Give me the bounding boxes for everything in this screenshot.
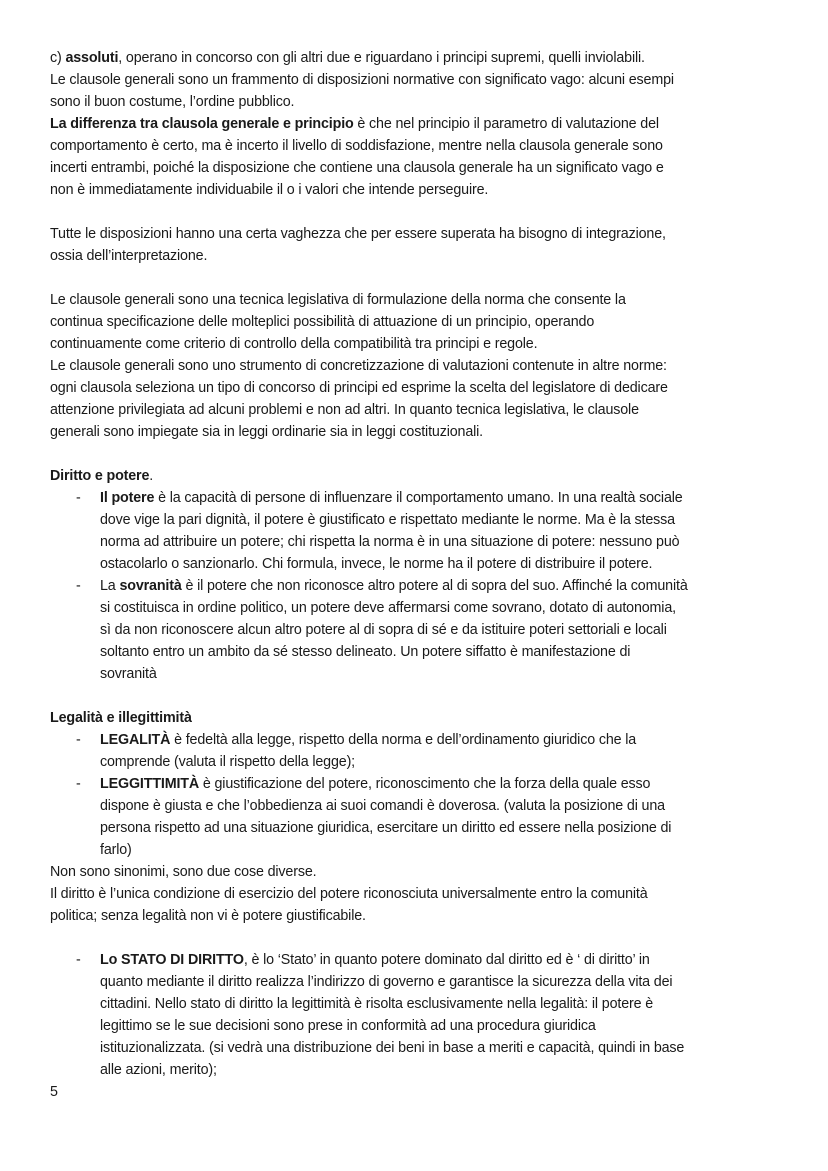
- text-segment: soltanto entro un ambito da sé stesso delineato. Un potere siffatto è manifestazione di: [100, 644, 631, 660]
- text-line: [50, 289, 626, 311]
- text-line: [50, 47, 645, 69]
- text-line: [50, 245, 207, 267]
- text-segment: generali sono impiegate sia in leggi ordinarie sia in leggi costituzionali.: [50, 424, 484, 440]
- bold-term: LEGALITÀ: [100, 732, 171, 748]
- bold-term: assoluti: [65, 50, 119, 66]
- text-line: [50, 861, 316, 883]
- text-line: [50, 311, 594, 333]
- page-number: [50, 1081, 58, 1103]
- text-line: [50, 399, 639, 421]
- text-segment: continuamente come criterio di controllo della compatibilità tra principi e regole.: [50, 336, 538, 352]
- text-segment: è il potere che non riconosce altro potere al di sopra del suo. Affinché la comunità: [181, 578, 688, 594]
- text-segment: .: [149, 468, 154, 484]
- text-line: [50, 135, 663, 157]
- text-line: [100, 641, 630, 663]
- text-segment: , operano in concorso con gli altri due e riguardano i principi supremi, quelli inviolabili.: [118, 50, 645, 66]
- text-segment: legittimo se le sue decisioni sono prese in conformità ad una procedura giuridica: [100, 1018, 596, 1034]
- bullet-dash: -: [76, 578, 81, 594]
- text-segment: è la capacità di persone di influenzare il comportamento umano. In una realtà sociale: [154, 490, 683, 506]
- text-segment: è fedeltà alla legge, rispetto della norma e dell’ordinamento giuridico che la: [170, 732, 637, 748]
- text-line: [50, 465, 153, 487]
- text-segment: , è lo ‘Stato’ in quanto potere dominato dal diritto ed è ‘ di diritto’ in: [243, 952, 650, 968]
- bullet-dash: -: [76, 952, 81, 968]
- text-segment: persona rispetto ad una situazione giuridica, esercitare un diritto ed essere nella posizione di: [100, 820, 672, 836]
- text-segment: è che nel principio il parametro di valutazione del: [353, 116, 659, 132]
- text-segment: ostacolarlo o sanzionarlo. Chi formula, invece, le norme ha il potere di distribuire il potere.: [100, 556, 653, 572]
- text-segment: Le clausole generali sono una tecnica legislativa di formulazione della norma che consente la: [50, 292, 626, 308]
- text-segment: farlo): [100, 842, 132, 858]
- text-line: [50, 905, 366, 927]
- text-line: [100, 1037, 684, 1059]
- list-item-line: [76, 729, 637, 751]
- text-line: [100, 531, 679, 553]
- text-segment: quanto mediante il diritto realizza l’indirizzo di governo e garantisce la sicurezza della vita dei: [100, 974, 673, 990]
- text-segment: sovranità: [100, 666, 157, 682]
- bold-term: Lo STATO DI DIRITTO: [100, 952, 244, 968]
- text-segment: continua specificazione delle molteplici possibilità di attuazione di un principio, operando: [50, 314, 595, 330]
- text-segment: 5: [50, 1084, 58, 1100]
- bold-term: LEGGITTIMITÀ: [100, 776, 200, 792]
- bold-term: sovranità: [119, 578, 182, 594]
- text-segment: non è immediatamente individuabile il o i valori che intende perseguire.: [50, 182, 489, 198]
- text-segment: sì da non riconoscere alcun altro potere al di sopra di sé e da istituire poteri settoriali e locali: [100, 622, 667, 638]
- text-line: [50, 223, 666, 245]
- text-line: [50, 179, 488, 201]
- list-item-line: [76, 773, 651, 795]
- text-segment: dispone è giusta e che l’obbedienza ai suoi comandi è doverosa. (valuta la posizione di una: [100, 798, 665, 814]
- bullet-dash: -: [76, 490, 81, 506]
- text-line: [100, 619, 667, 641]
- text-segment: Le clausole generali sono uno strumento di concretizzazione di valutazioni contenute in altre norme:: [50, 358, 667, 374]
- text-line: [100, 1059, 217, 1081]
- text-segment: alle azioni, merito);: [100, 1062, 217, 1078]
- bold-term: La differenza tra clausola generale e principio: [50, 116, 354, 132]
- text-line: [50, 377, 668, 399]
- text-segment: norma ad attribuire un potere; chi rispetta la norma è in una situazione di potere: nessuno può: [100, 534, 680, 550]
- text-line: [50, 707, 192, 729]
- text-line: [50, 883, 648, 905]
- text-segment: comportamento è certo, ma è incerto il livello di soddisfazione, mentre nella clausola generale sono: [50, 138, 663, 154]
- text-segment: è giustificazione del potere, riconoscimento che la forza della quale esso: [199, 776, 651, 792]
- text-segment: cittadini. Nello stato di diritto la legittimità è risolta esclusivamente nella legalità: il potere è: [100, 996, 654, 1012]
- text-line: [100, 839, 132, 861]
- bold-term: Diritto e potere: [50, 468, 150, 484]
- text-segment: istituzionalizzata. (si vedrà una distribuzione dei beni in base a meriti e capacità, quindi in base: [100, 1040, 685, 1056]
- text-segment: La: [100, 578, 120, 594]
- text-segment: ossia dell’interpretazione.: [50, 248, 208, 264]
- list-item-line: [76, 575, 688, 597]
- text-segment: dove vige la pari dignità, il potere è giustificato e rispettato mediante le norme. Ma è la stessa: [100, 512, 675, 528]
- bullet-dash: -: [76, 732, 81, 748]
- text-line: [50, 421, 483, 443]
- bold-term: Il potere: [100, 490, 155, 506]
- text-line: [100, 993, 653, 1015]
- text-segment: Le clausole generali sono un frammento di disposizioni normative con significato vago: alcuni esempi: [50, 72, 674, 88]
- text-segment: c): [50, 50, 66, 66]
- text-segment: Il diritto è l’unica condizione di esercizio del potere riconosciuta universalmente entro la comunità: [50, 886, 648, 902]
- text-line: [100, 663, 157, 685]
- text-segment: si costituisca in ordine politico, un potere deve affermarsi come sovrano, dotato di autonomia,: [100, 600, 676, 616]
- text-line: [100, 817, 671, 839]
- text-line: [100, 971, 672, 993]
- text-line: [50, 91, 294, 113]
- text-line: [100, 1015, 596, 1037]
- text-segment: ogni clausola seleziona un tipo di concorso di principi ed esprime la scelta del legislatore di dedicare: [50, 380, 668, 396]
- text-segment: sono il buon costume, l’ordine pubblico.: [50, 94, 295, 110]
- text-line: [50, 113, 659, 135]
- text-line: [100, 795, 665, 817]
- list-item-line: [76, 949, 650, 971]
- text-segment: Tutte le disposizioni hanno una certa vaghezza che per essere superata ha bisogno di integrazione,: [50, 226, 666, 242]
- text-line: [50, 157, 664, 179]
- text-line: [100, 597, 676, 619]
- text-segment: incerti entrambi, poiché la disposizione che contiene una clausola generale ha un significato vago e: [50, 160, 664, 176]
- text-line: [50, 333, 537, 355]
- text-line: [100, 509, 675, 531]
- text-line: [100, 751, 355, 773]
- bullet-dash: -: [76, 776, 81, 792]
- text-segment: attenzione privilegiata ad alcuni problemi e non ad altri. In quanto tecnica legislativa, le clausole: [50, 402, 639, 418]
- text-line: [100, 553, 652, 575]
- text-line: [50, 355, 667, 377]
- text-segment: Non sono sinonimi, sono due cose diverse.: [50, 864, 317, 880]
- text-line: [50, 69, 674, 91]
- bold-term: Legalità e illegittimità: [50, 710, 192, 726]
- list-item-line: [76, 487, 683, 509]
- text-segment: politica; senza legalità non vi è potere giustificabile.: [50, 908, 366, 924]
- text-segment: comprende (valuta il rispetto della legge);: [100, 754, 356, 770]
